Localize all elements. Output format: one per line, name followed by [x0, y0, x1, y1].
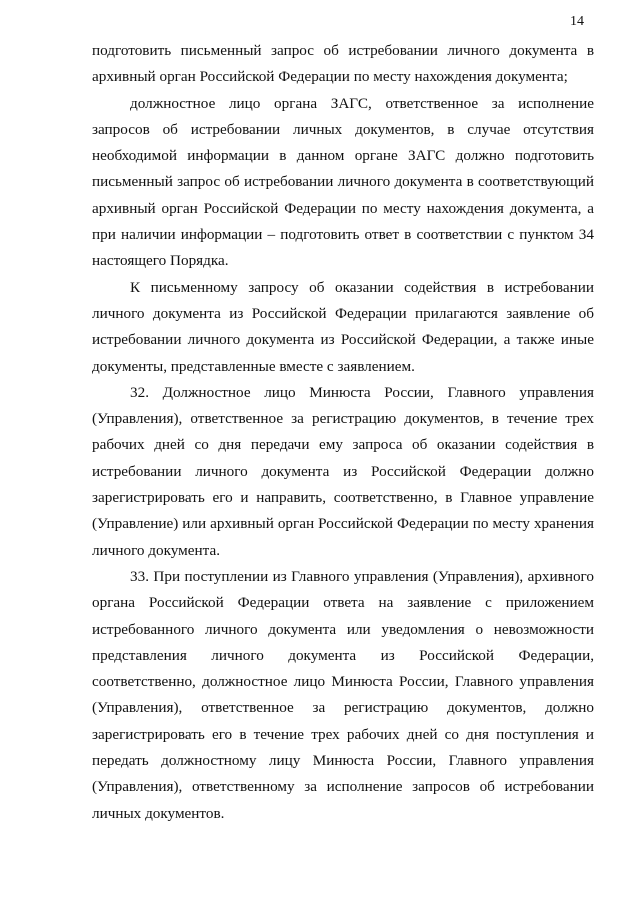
paragraph-item-33: 33. При поступлении из Главного управления (Управления), архивного органа Российской Федерации ответа на заявление с приложением истребованного личного документа или уведомления о невозможности представления личного документа из Российской Федерации, соответственно, должностное лицо Минюста России, Главного управления (Управления), ответственное за регистрацию документов, должно зарегистрировать его в течение трех рабочих дней со дня поступления и передать должностному лицу Минюста России, Главного управления (Управления), ответственному за исполнение запросов об истребовании личных документов.	[92, 567, 594, 822]
page-number: 14	[570, 14, 584, 29]
paragraph-attachments: К письменному запросу об оказании содействия в истребовании личного документа из Российской Федерации прилагаются заявление об истребовании личного документа из Российской Федерации, а также иные документы, представленные вместе с заявлением.	[92, 278, 594, 375]
paragraph-continuation: подготовить письменный запрос об истребовании личного документа в архивный орган Российской Федерации по месту нахождения документа;	[92, 42, 594, 86]
paragraph-item-32: 32. Должностное лицо Минюста России, Главного управления (Управления), ответственное за регистрацию документов, в течение трех рабочих дней со дня передачи ему запроса об оказании содействия в истребовании личного документа из Российской Федерации должно зарегистрировать его и направить, соответственно, в Главное управление (Управление) или архивный орган Российской Федерации по месту хранения личного документа.	[92, 383, 594, 559]
paragraph-zags-official: должностное лицо органа ЗАГС, ответственное за исполнение запросов об истребовании личных документов, в случае отсутствия необходимой информации в данном органе ЗАГС должно подготовить письменный запрос об истребовании личного документа в соответствующий архивный орган Российской Федерации по месту нахождения документа, а при наличии информации – подготовить ответ в соответствии с пунктом 34 настоящего Порядка.	[92, 94, 594, 270]
document-body	[92, 38, 594, 827]
